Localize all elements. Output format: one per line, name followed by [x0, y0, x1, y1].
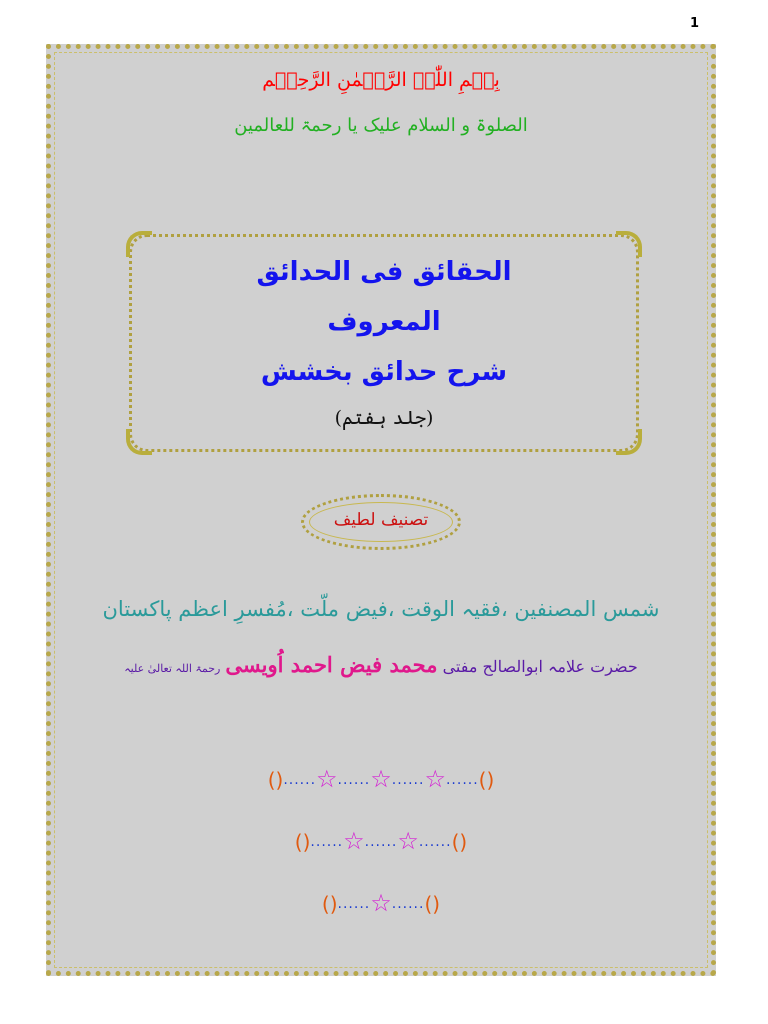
- star-icon: ☆: [424, 765, 446, 793]
- paren: ): [302, 830, 311, 854]
- dots: ......: [337, 896, 371, 912]
- star-icon: ☆: [370, 765, 392, 793]
- dots: ......: [445, 772, 479, 788]
- paren: (: [451, 830, 460, 854]
- decor-row-two-stars: [51, 827, 711, 855]
- paren: (: [321, 892, 330, 916]
- bismillah: بِسۡمِ اللّٰہِ الرَّحۡمٰنِ الرَّحِیۡم: [262, 69, 500, 91]
- dots: ......: [337, 772, 371, 788]
- paren: (: [267, 768, 276, 792]
- salutation: الصلوۃ و السلام علیک یا رحمۃ للعالمین: [234, 115, 528, 136]
- dots: ......: [364, 834, 398, 850]
- author-line: [51, 652, 711, 677]
- volume-label: (جلد ہفتم): [334, 407, 434, 429]
- dots: ......: [391, 896, 425, 912]
- corner-ornament: [616, 231, 642, 257]
- book-description: شرح حدائق بخشش: [260, 357, 508, 387]
- authorship-badge: [301, 494, 461, 550]
- author-name: محمد فیض احمد اُویسی: [225, 652, 438, 677]
- author-suffix: رحمۃ اللہ تعالیٰ علیہ: [124, 662, 221, 675]
- star-icon: ☆: [397, 827, 419, 855]
- author-titles: شمس المصنفین ،فقیہ الوقت ،فیض ملّت ،مُفسرِ اعظم پاکستان: [102, 597, 660, 621]
- paren: ): [486, 768, 495, 792]
- paren: ): [459, 830, 468, 854]
- book-title: الحقائق فی الحدائق: [256, 257, 512, 287]
- page-frame: [46, 44, 716, 976]
- paren: ): [275, 768, 284, 792]
- paren: (: [478, 768, 487, 792]
- book-subtitle: المعروف: [327, 307, 441, 337]
- star-icon: ☆: [316, 765, 338, 793]
- star-icon: ☆: [343, 827, 365, 855]
- corner-ornament: [126, 429, 152, 455]
- decor-row-one-star: [51, 889, 711, 917]
- paren: ): [432, 892, 441, 916]
- paren: ): [329, 892, 338, 916]
- title-box: [129, 234, 639, 452]
- page-number: 1: [690, 16, 700, 31]
- star-icon: ☆: [370, 889, 392, 917]
- paren: (: [424, 892, 433, 916]
- paren: (: [294, 830, 303, 854]
- decor-row-three-stars: [51, 765, 711, 793]
- badge-label: تصنیف لطیف: [333, 510, 429, 530]
- corner-ornament: [126, 231, 152, 257]
- dots: ......: [391, 772, 425, 788]
- dots: ......: [283, 772, 317, 788]
- corner-ornament: [616, 429, 642, 455]
- dots: ......: [310, 834, 344, 850]
- dots: ......: [418, 834, 452, 850]
- author-prefix: حضرت علامہ ابوالصالح مفتی: [442, 657, 638, 676]
